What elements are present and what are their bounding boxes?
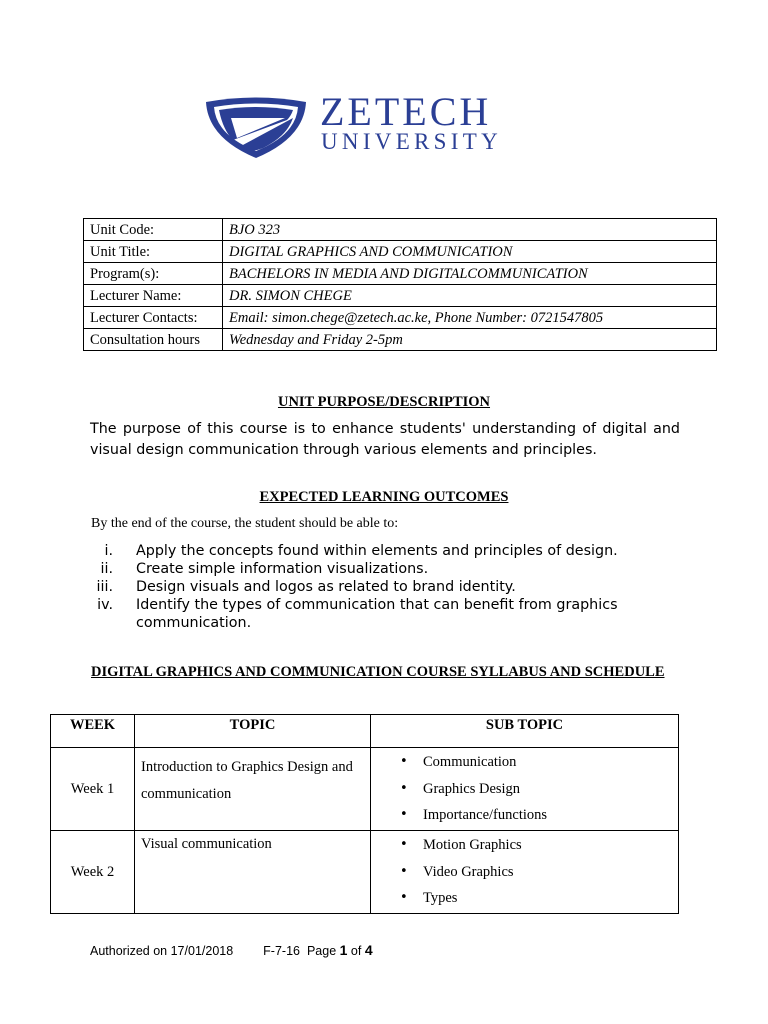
outcome-item — [91, 578, 691, 596]
info-key: Lecturer Name: — [84, 285, 223, 307]
info-row — [84, 307, 717, 329]
footer-page-label: Page — [306, 944, 337, 958]
outcome-number: i. — [104, 543, 113, 559]
info-value: DR. SIMON CHEGE — [223, 285, 717, 307]
outcome-text: Design visuals and logos as related to brand identity. — [136, 579, 516, 595]
subtopic-cell — [371, 831, 679, 914]
subtopic-list — [372, 832, 677, 912]
topic-cell: Visual communication — [135, 831, 371, 914]
info-key: Consultation hours — [84, 329, 223, 351]
outcome-text: Apply the concepts found within elements and principles of design. — [136, 543, 618, 559]
info-row — [84, 263, 717, 285]
university-logo — [203, 89, 563, 162]
info-row — [84, 241, 717, 263]
column-header-subtopic: SUB TOPIC — [371, 715, 679, 748]
outcome-item — [91, 560, 691, 578]
column-header-week: WEEK — [51, 715, 135, 748]
week-cell: Week 1 — [51, 748, 135, 831]
logo-wordmark-zetech: ZETECH — [320, 89, 492, 134]
outcome-text: Create simple information visualizations. — [136, 561, 429, 577]
subtopic-item: • Graphics Design — [372, 776, 677, 803]
info-value: BACHELORS IN MEDIA AND DIGITALCOMMUNICATION — [223, 263, 717, 285]
schedule-header-row — [51, 715, 679, 748]
outcomes-heading: EXPECTED LEARNING OUTCOMES — [259, 489, 509, 505]
outcomes-intro: By the end of the course, the student should be able to: — [91, 516, 399, 531]
info-value: Email: simon.chege@zetech.ac.ke, Phone Number: 0721547805 — [223, 307, 717, 329]
footer-authorized: Authorized on 17/01/2018 — [90, 944, 234, 958]
column-header-topic: TOPIC — [135, 715, 371, 748]
info-key: Unit Title: — [84, 241, 223, 263]
subtopic-item: • Communication — [372, 749, 677, 776]
info-row — [84, 219, 717, 241]
outcome-number: ii. — [100, 561, 113, 577]
outcome-item — [91, 596, 691, 632]
syllabus-heading: DIGITAL GRAPHICS AND COMMUNICATION COURSE SYLLABUS AND SCHEDULE — [91, 664, 665, 680]
subtopic-cell — [371, 748, 679, 831]
outcome-text: Identify the types of communication that can benefit from graphics communication. — [136, 597, 618, 631]
week-cell: Week 2 — [51, 831, 135, 914]
topic-cell: Introduction to Graphics Design and communication — [135, 748, 371, 831]
info-key: Program(s): — [84, 263, 223, 285]
info-key: Unit Code: — [84, 219, 223, 241]
footer-page-number: 1 — [339, 942, 348, 958]
info-row — [84, 285, 717, 307]
subtopic-item: • Types — [372, 885, 677, 912]
info-row — [84, 329, 717, 351]
info-value: BJO 323 — [223, 219, 717, 241]
info-key: Lecturer Contacts: — [84, 307, 223, 329]
info-value: DIGITAL GRAPHICS AND COMMUNICATION — [223, 241, 717, 263]
shield-emblem-icon — [203, 96, 309, 160]
footer-page-total: 4 — [364, 942, 373, 958]
table-row — [51, 831, 679, 914]
outcomes-list — [91, 542, 691, 632]
footer-of-label: of — [350, 944, 362, 958]
unit-info-table — [83, 218, 717, 351]
info-value: Wednesday and Friday 2-5pm — [223, 329, 717, 351]
footer-form-code: F-7-16 — [263, 944, 300, 958]
logo-wordmark-university: UNIVERSITY — [321, 129, 502, 154]
subtopic-list — [372, 749, 677, 829]
purpose-heading: UNIT PURPOSE/DESCRIPTION — [277, 394, 491, 410]
purpose-text: The purpose of this course is to enhance students' understanding of digital and visual design communication through various elements and principles. — [90, 421, 680, 458]
outcome-number: iv. — [97, 597, 113, 613]
outcome-item — [91, 542, 691, 560]
table-row — [51, 748, 679, 831]
outcome-number: iii. — [96, 579, 113, 595]
schedule-table — [50, 714, 679, 914]
subtopic-item: • Motion Graphics — [372, 832, 677, 859]
subtopic-item: • Importance/functions — [372, 802, 677, 829]
subtopic-item: • Video Graphics — [372, 859, 677, 886]
page-footer — [90, 942, 373, 958]
